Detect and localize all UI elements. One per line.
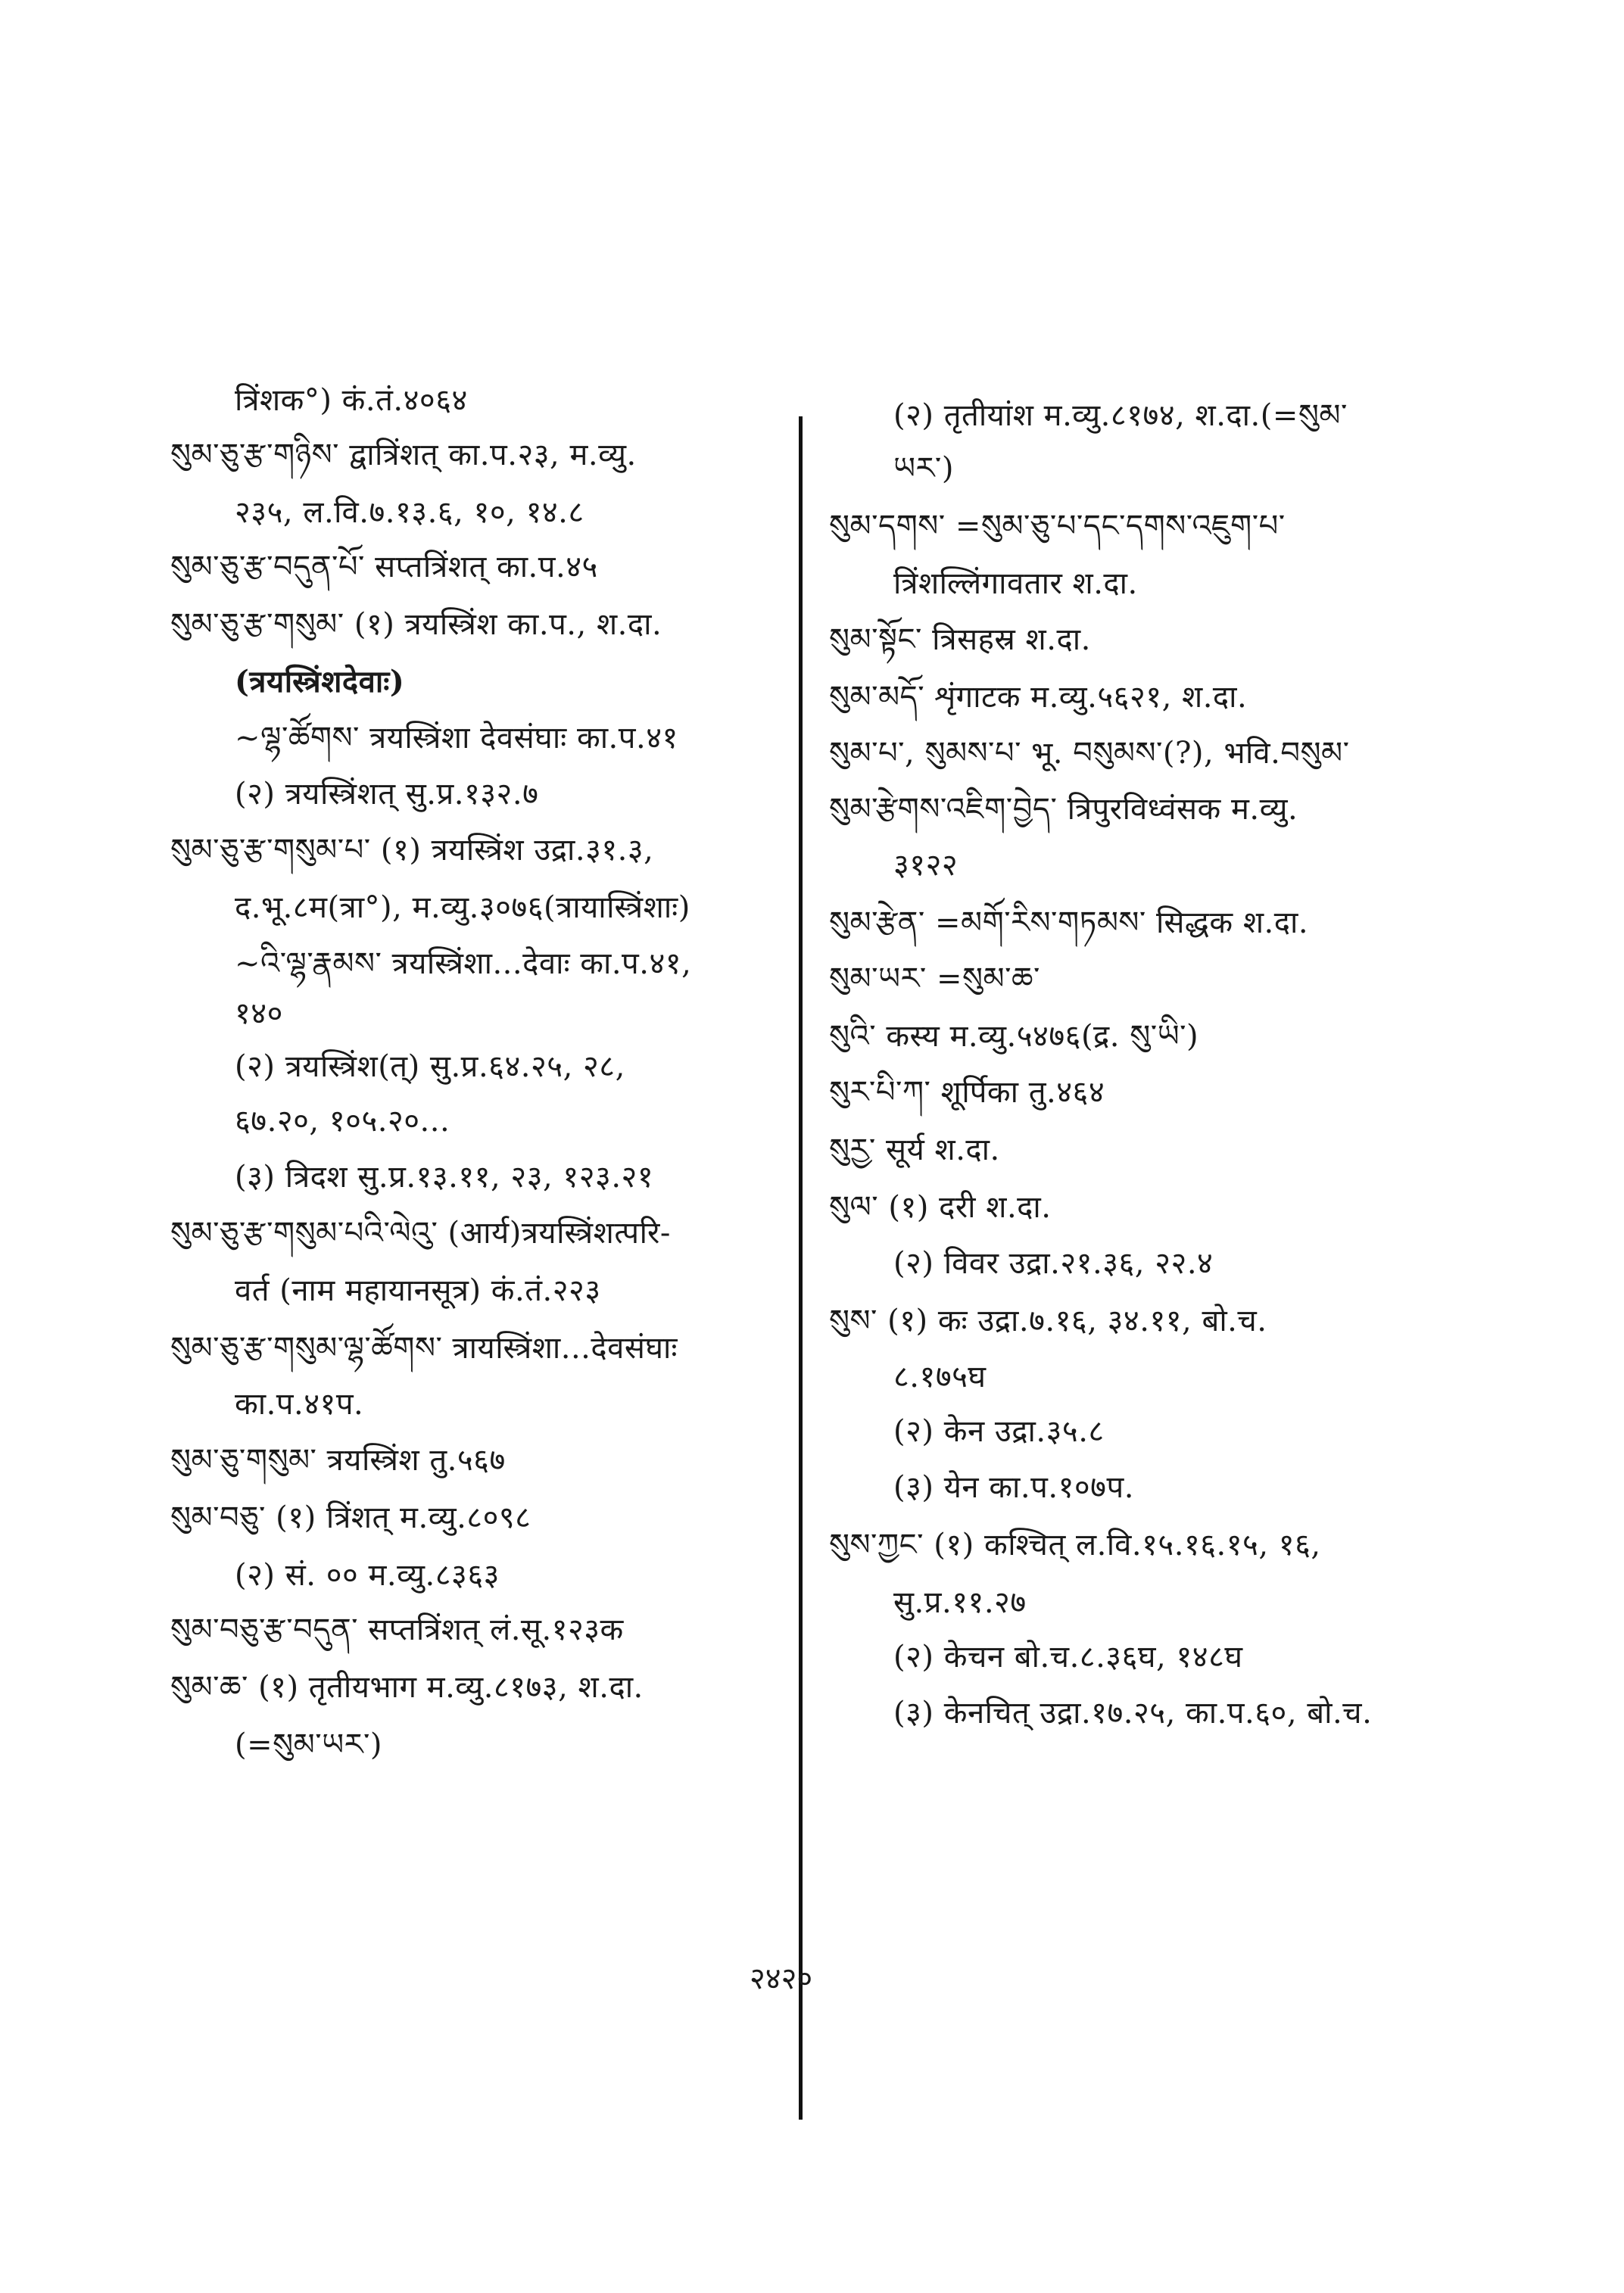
entry-line: त्रिंशल्लिंगावतार श.दा.: [893, 566, 1138, 601]
entry-headword-line: སུམ་དགས་ =སུམ་ཅུ་པ་དང་དགས་འཇུག་པ་: [829, 509, 1286, 544]
entry-sense-line: (२) केचन बो.च.८.३६घ, १४८घ: [893, 1640, 1243, 1675]
entry-headword-line: སུམ་ཅུ་རྩ་གསུམ་པ་ (१) त्रयस्त्रिंश उद्रा.३१.३,: [170, 833, 654, 868]
entry-line: ६७.२०, १०५.२०...: [235, 1104, 450, 1139]
entry-headword-line: སུས་ (१) कः उद्रा.७.१६, ३४.११, बो.च.: [829, 1304, 1267, 1338]
entry-line: ३१२२: [893, 848, 959, 883]
page-number: २४२०: [750, 1961, 813, 1996]
entry-headword-line: སུལ་ (१) दरी श.दा.: [829, 1190, 1052, 1225]
entry-headword-line: སུམ་ཅུ་རྩ་གསུམ་པའི་ལེའུ་ (आर्य)त्रयस्त्रिंशत्परि-: [170, 1216, 671, 1251]
entry-headword-line: སུམ་ཅུ་གསུམ་ त्रयस्त्रिंश तु.५६७: [170, 1443, 506, 1478]
entry-sense-line: (३) केनचित् उद्रा.१७.२५, का.प.६०, बो.च.: [893, 1696, 1373, 1731]
entry-headword-line: སུམ་རྩེན་ =མགོ་རིས་གཏམས་ सिद्धक श.दा.: [829, 905, 1309, 940]
entry-sense-line: (२) केन उद्रा.३५.८: [893, 1414, 1105, 1449]
entry-line: ८.१७५घ: [893, 1360, 987, 1394]
entry-line: द.भू.८म(त्रा°), म.व्यु.३०७६(त्रायास्त्रिंशाः): [235, 890, 690, 925]
entry-headword-line: སུར་པི་ཀ་ शूर्पिका तु.४६४: [829, 1075, 1105, 1110]
entry-headword-line: སུམ་མདོ་ शृंगाटक म.व्यु.५६२१, श.दा.: [829, 680, 1248, 715]
entry-headword-line: སུམ་ཅུ་རྩ་གསུམ་ལྷ་ཚོགས་ त्रायस्त्रिंशा...देवसंघाः: [170, 1331, 678, 1366]
entry-sense-line: (३) येन का.प.१०७प.: [893, 1470, 1134, 1505]
entry-sense-line: (२) तृतीयांश म.व्यु.८१७४, श.दा.(=སུམ་: [893, 398, 1348, 433]
entry-headword-line: སུའི་ कस्य म.व्यु.५४७६(द्र. སུ་ཡི་): [829, 1019, 1199, 1054]
entry-sense-line: (२) सं. ०० म.व्यु.८३६३: [235, 1558, 500, 1593]
entry-headword-line: སུརྱ་ सूर्य श.दा.: [829, 1132, 1000, 1167]
entry-headword-line: སུམ་ཅུ་རྩ་གཉིས་ द्वात्रिंशत् का.प.२३, म.व्यु.: [170, 438, 637, 472]
entry-headword-line: སུམ་སྟོང་ त्रिसहस्र श.दा.: [829, 622, 1091, 657]
entry-sense-line: (२) विवर उद्रा.२१.३६, २२.४: [893, 1246, 1214, 1281]
entry-headword-line: སུམ་ཅུ་རྩ་བདུན་པོ་ सप्तत्रिंशत् का.प.४५: [170, 550, 598, 584]
entry-headword-line: སུམ་བཅུ་ (१) त्रिंशत् म.व्यु.८०९८: [170, 1500, 531, 1535]
entry-line: २३५, ल.वि.७.१३.६, १०, १४.८: [235, 495, 584, 530]
entry-headword-line: སུམ་ཅུ་རྩ་གསུམ་ (१) त्रयस्त्रिंश का.प., श.दा.: [170, 607, 662, 642]
entry-headword-line: སུམ་ཡར་ =སུམ་ཆ་: [829, 961, 1040, 996]
entry-line: १४०: [235, 996, 283, 1031]
entry-line: वर्त (नाम महायानसूत्र) कं.तं.२२३: [235, 1273, 601, 1308]
entry-subentry-line: ~འི་ལྷ་རྣམས་ त्रयस्त्रिंशा...देवाः का.प.४१,: [235, 946, 692, 981]
entry-headword-line: སུམ་བཅུ་རྩ་བདུན་ सप्तत्रिंशत् लं.सू.१२३क: [170, 1612, 624, 1647]
entry-headword-line: སུས་ཀྱང་ (१) कश्चित् ल.वि.१५.१६.१५, १६,: [829, 1528, 1321, 1562]
entry-line: ཡར་): [893, 451, 954, 486]
entry-sense-line: (२) त्रयस्त्रिंश(त्) सु.प्र.६४.२५, २८,: [235, 1049, 625, 1084]
entry-sense-line: (२) त्रयस्त्रिंशत् सु.प्र.१३२.७: [235, 777, 539, 812]
entry-line: (=སུམ་ཡར་): [235, 1728, 383, 1762]
entry-subentry-line: ~ལྷ་ཚོགས་ त्रयस्त्रिंशा देवसंघाः का.प.४१: [235, 721, 678, 756]
entry-line: त्रिंशक°) कं.तं.४०६४: [235, 383, 468, 418]
entry-headword-line: སུམ་ཆ་ (१) तृतीयभाग म.व्यु.८१७३, श.दा.: [170, 1670, 644, 1705]
entry-line: (त्रयस्त्रिंशदेवाः): [235, 664, 405, 699]
column-divider: [799, 416, 803, 2120]
entry-headword-line: སུམ་པ་, སུམས་པ་ भू. བསུམས་(?), भवि.བསུམ་: [829, 736, 1350, 771]
entry-line: का.प.४१प.: [235, 1387, 364, 1422]
entry-headword-line: སུམ་རྩེགས་འཇིག་བྱེད་ त्रिपुरविध्वंसक म.व्यु.: [829, 792, 1298, 827]
entry-line: सु.प्र.११.२७: [893, 1585, 1027, 1620]
entry-sense-line: (३) त्रिदश सु.प्र.१३.११, २३, १२३.२१: [235, 1160, 654, 1195]
